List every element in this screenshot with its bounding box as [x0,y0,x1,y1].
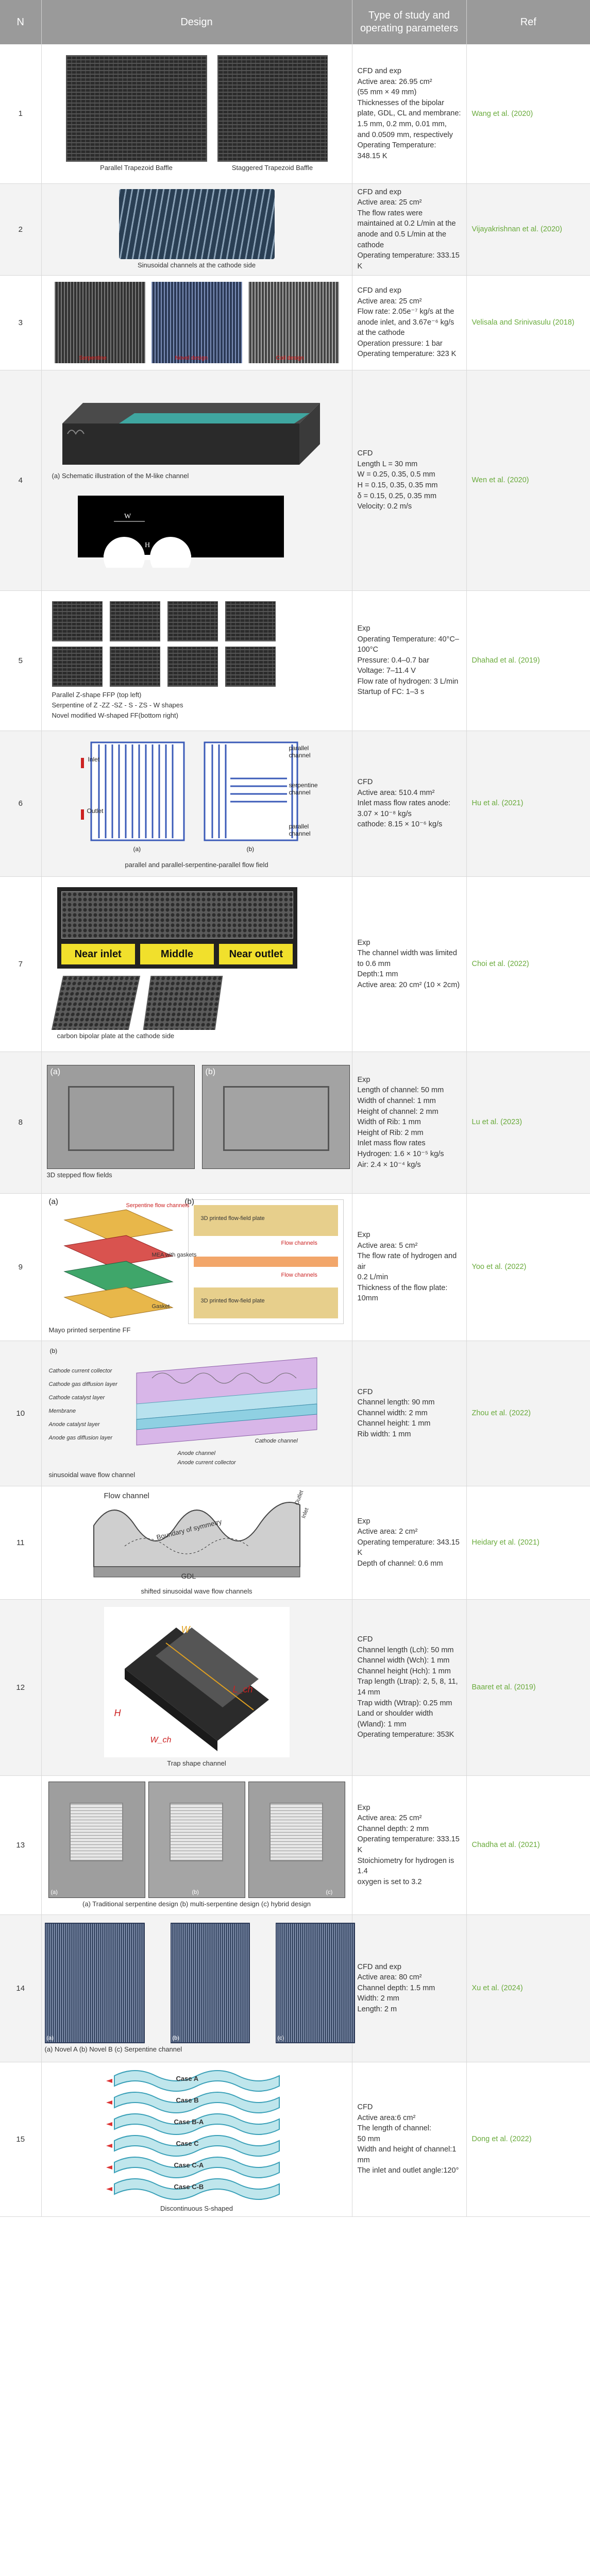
subfigure-label: (a) [50,1889,58,1895]
multi-serpentine-image [148,1782,245,1898]
gdl-label: GDL [181,1571,196,1580]
outlet-label: Outlet [293,1489,305,1506]
bipolar-plate-channel-image [57,887,297,969]
design-cell [41,2062,352,2216]
staggered-trapezoid-baffle-image [217,55,328,162]
serpentine-channels-label: Serpentine flow channels [126,1202,190,1209]
layer-label: Anode current collector [177,1459,236,1466]
design-cell [41,1775,352,1914]
reference-link[interactable]: Zhou et al. (2022) [466,1341,590,1486]
design-cell [41,1914,352,2062]
case-label: Case A [176,2074,199,2082]
design-label: Coil design [276,355,304,361]
row-number: 1 [0,44,41,183]
row-number: 10 [0,1341,41,1486]
serpentine-design-image [55,282,145,363]
flow-plate-image [52,647,103,687]
case-label: Case C-A [174,2161,204,2169]
study-parameters: CFD and exp Active area: 26.95 cm² (55 mm × 49 mm) Thicknesses of the bipolar plate, GDL, CL and membrane: 1.5 mm, 0.2 mm, 0.01 mm, and 0.0509 mm, respectively Operating Temperature: 348.15 K [352,44,466,183]
stepped-flow-field-b-image [202,1065,350,1169]
reference-link[interactable]: Dhahad et al. (2019) [466,590,590,731]
table-header-row [0,0,590,44]
figure-caption: Mayo printed serpentine FF [48,1326,131,1334]
novel-a-image [45,1923,145,2043]
table-row [0,731,590,876]
symmetry-label: Boundary of symmetry [155,1517,223,1541]
reference-link[interactable]: Baaret et al. (2019) [466,1599,590,1775]
row-number: 3 [0,275,41,370]
study-parameters: CFD and exp Active area: 25 cm² The flow rates were maintained at 0.2 L/min at the anode and 0.5 L/min at the cathode Operating temperature: 333.15 K [352,183,466,275]
figure-caption: Discontinuous S-shaped [160,2204,233,2212]
flow-plate-image [110,647,160,687]
study-parameters: Exp Operating Temperature: 40°C–100°C Pressure: 0.4–0.7 bar Voltage: 7–11.4 V Flow rate of hydrogen: 3 L/min Startup of FC: 1–3 s [352,590,466,731]
row-number: 12 [0,1599,41,1775]
table-row [0,1914,590,2062]
figure-caption: (a) Novel A (b) Novel B (c) Serpentine channel [44,2045,182,2053]
case-label: Case C [176,2139,199,2147]
figure-caption: (a) Schematic illustration of the M-like channel [52,471,189,480]
shifted-sinusoidal-channel-diagram [83,1489,310,1585]
study-parameters: Exp Length of channel: 50 mm Width of channel: 1 mm Height of channel: 2 mm Width of Rib: 1 mm Height of Rib: 2 mm Inlet mass flow rates Hydrogen: 1.6 × 10⁻⁵ kg/s Air: 2.4 × 10⁻⁴ kg/s [352,1052,466,1193]
near-outlet-label: Near outlet [219,944,293,964]
row-number: 4 [0,370,41,590]
flow-plate-image [167,647,218,687]
table-row [0,370,590,590]
figure-caption: carbon bipolar plate at the cathode side [57,1032,175,1040]
table-row [0,1193,590,1341]
figure-caption: parallel and parallel-serpentine-parallel flow field [125,861,268,869]
table-row [0,1599,590,1775]
channel-length-label: L_ch [232,1684,253,1694]
width-label: W [181,1624,190,1635]
serpentine-channel-label: serpentine channel [289,782,318,796]
height-label: H [114,1707,121,1718]
study-parameters: CFD Length L = 30 mm W = 0.25, 0.35, 0.5 mm H = 0.15, 0.35, 0.35 mm δ = 0.15, 0.25, 0.35 mm Velocity: 0.2 m/s [352,370,466,590]
row-number: 7 [0,876,41,1052]
reference-link[interactable]: Wang et al. (2020) [466,44,590,183]
figure-caption: shifted sinusoidal wave flow channels [141,1587,252,1595]
figure-caption: Novel modified W-shaped FF(bottom right) [52,711,178,720]
figure-caption: Trap shape channel [167,1759,226,1767]
study-parameters: CFD and exp Active area: 80 cm² Channel depth: 1.5 mm Width: 2 mm Length: 2 m [352,1914,466,2062]
table-row [0,275,590,370]
design-cell [41,1193,352,1341]
design-cell [41,370,352,590]
middle-label: Middle [140,944,214,964]
case-label: Case B-A [174,2117,204,2126]
layer-label: Membrane [48,1408,76,1414]
reference-link[interactable]: Lu et al. (2023) [466,1052,590,1193]
novel-b-image [171,1923,250,2043]
figure-caption: Staggered Trapezoid Baffle [231,164,313,172]
design-cell [41,1599,352,1775]
flow-channel-label: Flow channel [104,1491,149,1500]
row-number: 5 [0,590,41,731]
m-like-cross-section-image [68,490,294,568]
layer-label: Cathode channel [255,1437,298,1444]
table-row [0,2062,590,2216]
table-row [0,1775,590,1914]
subfigure-label: (b) [205,1067,216,1077]
channel-width-label: W_ch [150,1735,172,1744]
row-number: 14 [0,1914,41,2062]
design-cell [41,1486,352,1599]
layer-label: Cathode catalyst layer [48,1394,105,1401]
serpentine-channel-image [276,1923,355,2043]
subfigure-label: (b) [192,1889,199,1895]
sinusoidal-wave-channel-diagram [49,1347,338,1471]
study-parameters: CFD and exp Active area: 25 cm² Flow rate: 2.05e⁻⁷ kg/s at the anode inlet, and 3.67e⁻⁶ kg/s at the cathode Operation pressure: 1 bar Operating temperature: 323 K [352,275,466,370]
design-label: Novel design [175,355,208,361]
subfigure-label: (b) [172,2035,179,2041]
flow-plate-image [167,601,218,641]
row-number: 8 [0,1052,41,1193]
flow-plate-image [110,601,160,641]
design-cell [41,1341,352,1486]
layer-label: Anode catalyst layer [48,1421,100,1428]
discontinuous-s-shaped-diagram [104,2065,290,2202]
sinusoidal-channels-image [119,189,275,259]
reference-link[interactable]: Wen et al. (2020) [466,370,590,590]
table-row [0,1341,590,1486]
outlet-label: Outlet [87,807,104,815]
inlet-label: Inlet [88,756,100,764]
parallel-channel-label: parallel channel [289,744,311,759]
reference-link[interactable]: Dong et al. (2022) [466,2062,590,2216]
case-label: Case B [176,2096,199,2104]
header-ref: Ref [466,0,590,44]
layer-label: Anode channel [177,1450,215,1456]
figure-caption: Sinusoidal channels at the cathode side [137,261,256,269]
svg-text:W: W [124,513,131,521]
subfigure-label: (b) [49,1347,58,1354]
hybrid-design-image [248,1782,345,1898]
table-row [0,183,590,275]
table-row [0,44,590,183]
subfigure-label: (b) [184,1197,194,1206]
carbon-plate-image [51,976,140,1030]
design-cell [41,1052,352,1193]
subfigure-label: (c) [277,2035,284,2041]
flow-plate-image [52,601,103,641]
design-cell [41,876,352,1052]
figure-caption: Serpentine of Z -ZZ -SZ - S - ZS - W shapes [52,701,183,709]
gasket-label: Gasket [151,1303,170,1310]
row-number: 9 [0,1193,41,1341]
study-parameters: CFD Channel length (Lch): 50 mm Channel width (Wch): 1 mm Channel height (Hch): 1 mm Trap length (Ltrap): 2, 5, 8, 11, 14 mm Trap width (Wtrap): 0.25 mm Land or shoulder width (Wland): 1 mm Operating temperature: 353K [352,1599,466,1775]
plate-bottom-label: 3D printed flow-field plate [200,1297,265,1304]
figure-caption: (a) Traditional serpentine design (b) multi-serpentine design (c) hybrid design [82,1900,311,1908]
header-type: Type of study and operating parameters [352,0,466,44]
table-row [0,876,590,1052]
subfigure-label: (c) [326,1889,333,1895]
study-parameters: Exp Active area: 5 cm² The flow rate of hydrogen and air 0.2 L/min Thickness of the flow plate: 10mm [352,1193,466,1341]
design-cell [41,590,352,731]
design-cell [41,731,352,876]
table-row [0,1052,590,1193]
table-row [0,590,590,731]
layer-label: Cathode current collector [48,1367,112,1374]
figure-caption: 3D stepped flow fields [46,1171,112,1179]
parallel-trapezoid-baffle-image [66,55,207,162]
layer-label: Anode gas diffusion layer [48,1434,113,1441]
figure-caption: Parallel Trapezoid Baffle [100,164,173,172]
subfigure-label: (a) [133,845,141,853]
design-label: Serpentine [79,355,107,361]
study-parameters: CFD Channel length: 90 mm Channel width: 2 mm Channel height: 1 mm Rib width: 1 mm [352,1341,466,1486]
parallel-flow-field-diagram [76,737,318,859]
header-design: Design [41,0,352,44]
reference-link[interactable]: Heidary et al. (2021) [466,1486,590,1599]
figure-caption: Parallel Z-shape FFP (top left) [52,690,142,699]
header-n: N [0,0,41,44]
design-cell [41,275,352,370]
design-cell [41,183,352,275]
study-parameters: Exp Active area: 25 cm² Channel depth: 2 mm Operating temperature: 333.15 K Stoichiometry for hydrogen is 1.4 oxygen is set to 3.2 [352,1775,466,1914]
study-parameters: Exp The channel width was limited to 0.6 mm Depth:1 mm Active area: 20 cm² (10 × 2cm) [352,876,466,1052]
reference-link[interactable]: Xu et al. (2024) [466,1914,590,2062]
svg-text:δ: δ [269,515,274,524]
study-parameters: CFD Active area: 510.4 mm² Inlet mass flow rates anode: 3.07 × 10⁻⁸ kg/s cathode: 8.15 × 10⁻⁶ kg/s [352,731,466,876]
stepped-flow-field-a-image [47,1065,195,1169]
subfigure-label: (b) [246,845,255,853]
flow-plate-image [225,601,276,641]
parallel-channel-label: parallel channel [289,823,311,838]
row-number: 11 [0,1486,41,1599]
svg-text:H: H [144,541,150,550]
traditional-serpentine-image [48,1782,145,1898]
trap-shape-channel-diagram [104,1607,290,1757]
reference-link[interactable]: Velisala and Srinivasulu (2018) [466,275,590,370]
novel-design-image [151,282,242,363]
study-parameters: CFD Active area:6 cm² The length of channel: 50 mm Width and height of channel:1 mm The inlet and outlet angle:120° [352,2062,466,2216]
reference-link[interactable]: Yoo et al. (2022) [466,1193,590,1341]
study-parameters: Exp Active area: 2 cm² Operating temperature: 343.15 K Depth of channel: 0.6 mm [352,1486,466,1599]
case-label: Case C-B [174,2182,204,2191]
layer-label: Cathode gas diffusion layer [48,1381,117,1387]
near-inlet-label: Near inlet [61,944,135,964]
figure-caption: sinusoidal wave flow channel [48,1470,136,1479]
coil-design-image [248,282,339,363]
reference-link[interactable]: Chadha et al. (2021) [466,1775,590,1914]
m-like-channel-3d-image [52,393,325,470]
subfigure-label: (a) [48,1197,58,1206]
mea-label: MEA with gaskets [151,1251,197,1258]
reference-link[interactable]: Choi et al. (2022) [466,876,590,1052]
flow-channels-label: Flow channels [281,1272,317,1278]
inlet-label: Inlet [300,1507,310,1519]
serpentine-ff-cross-section-diagram [188,1199,344,1324]
plate-top-label: 3D printed flow-field plate [200,1215,265,1222]
row-number: 2 [0,183,41,275]
subfigure-label: (a) [50,1067,61,1077]
flow-plate-image [225,647,276,687]
reference-link[interactable]: Vijayakrishnan et al. (2020) [466,183,590,275]
flow-channels-label: Flow channels [281,1240,317,1246]
design-cell [41,44,352,183]
table-row [0,1486,590,1599]
carbon-plate-image [143,976,223,1030]
reference-link[interactable]: Hu et al. (2021) [466,731,590,876]
row-number: 15 [0,2062,41,2216]
subfigure-label: (a) [46,2035,54,2041]
row-number: 13 [0,1775,41,1914]
row-number: 6 [0,731,41,876]
